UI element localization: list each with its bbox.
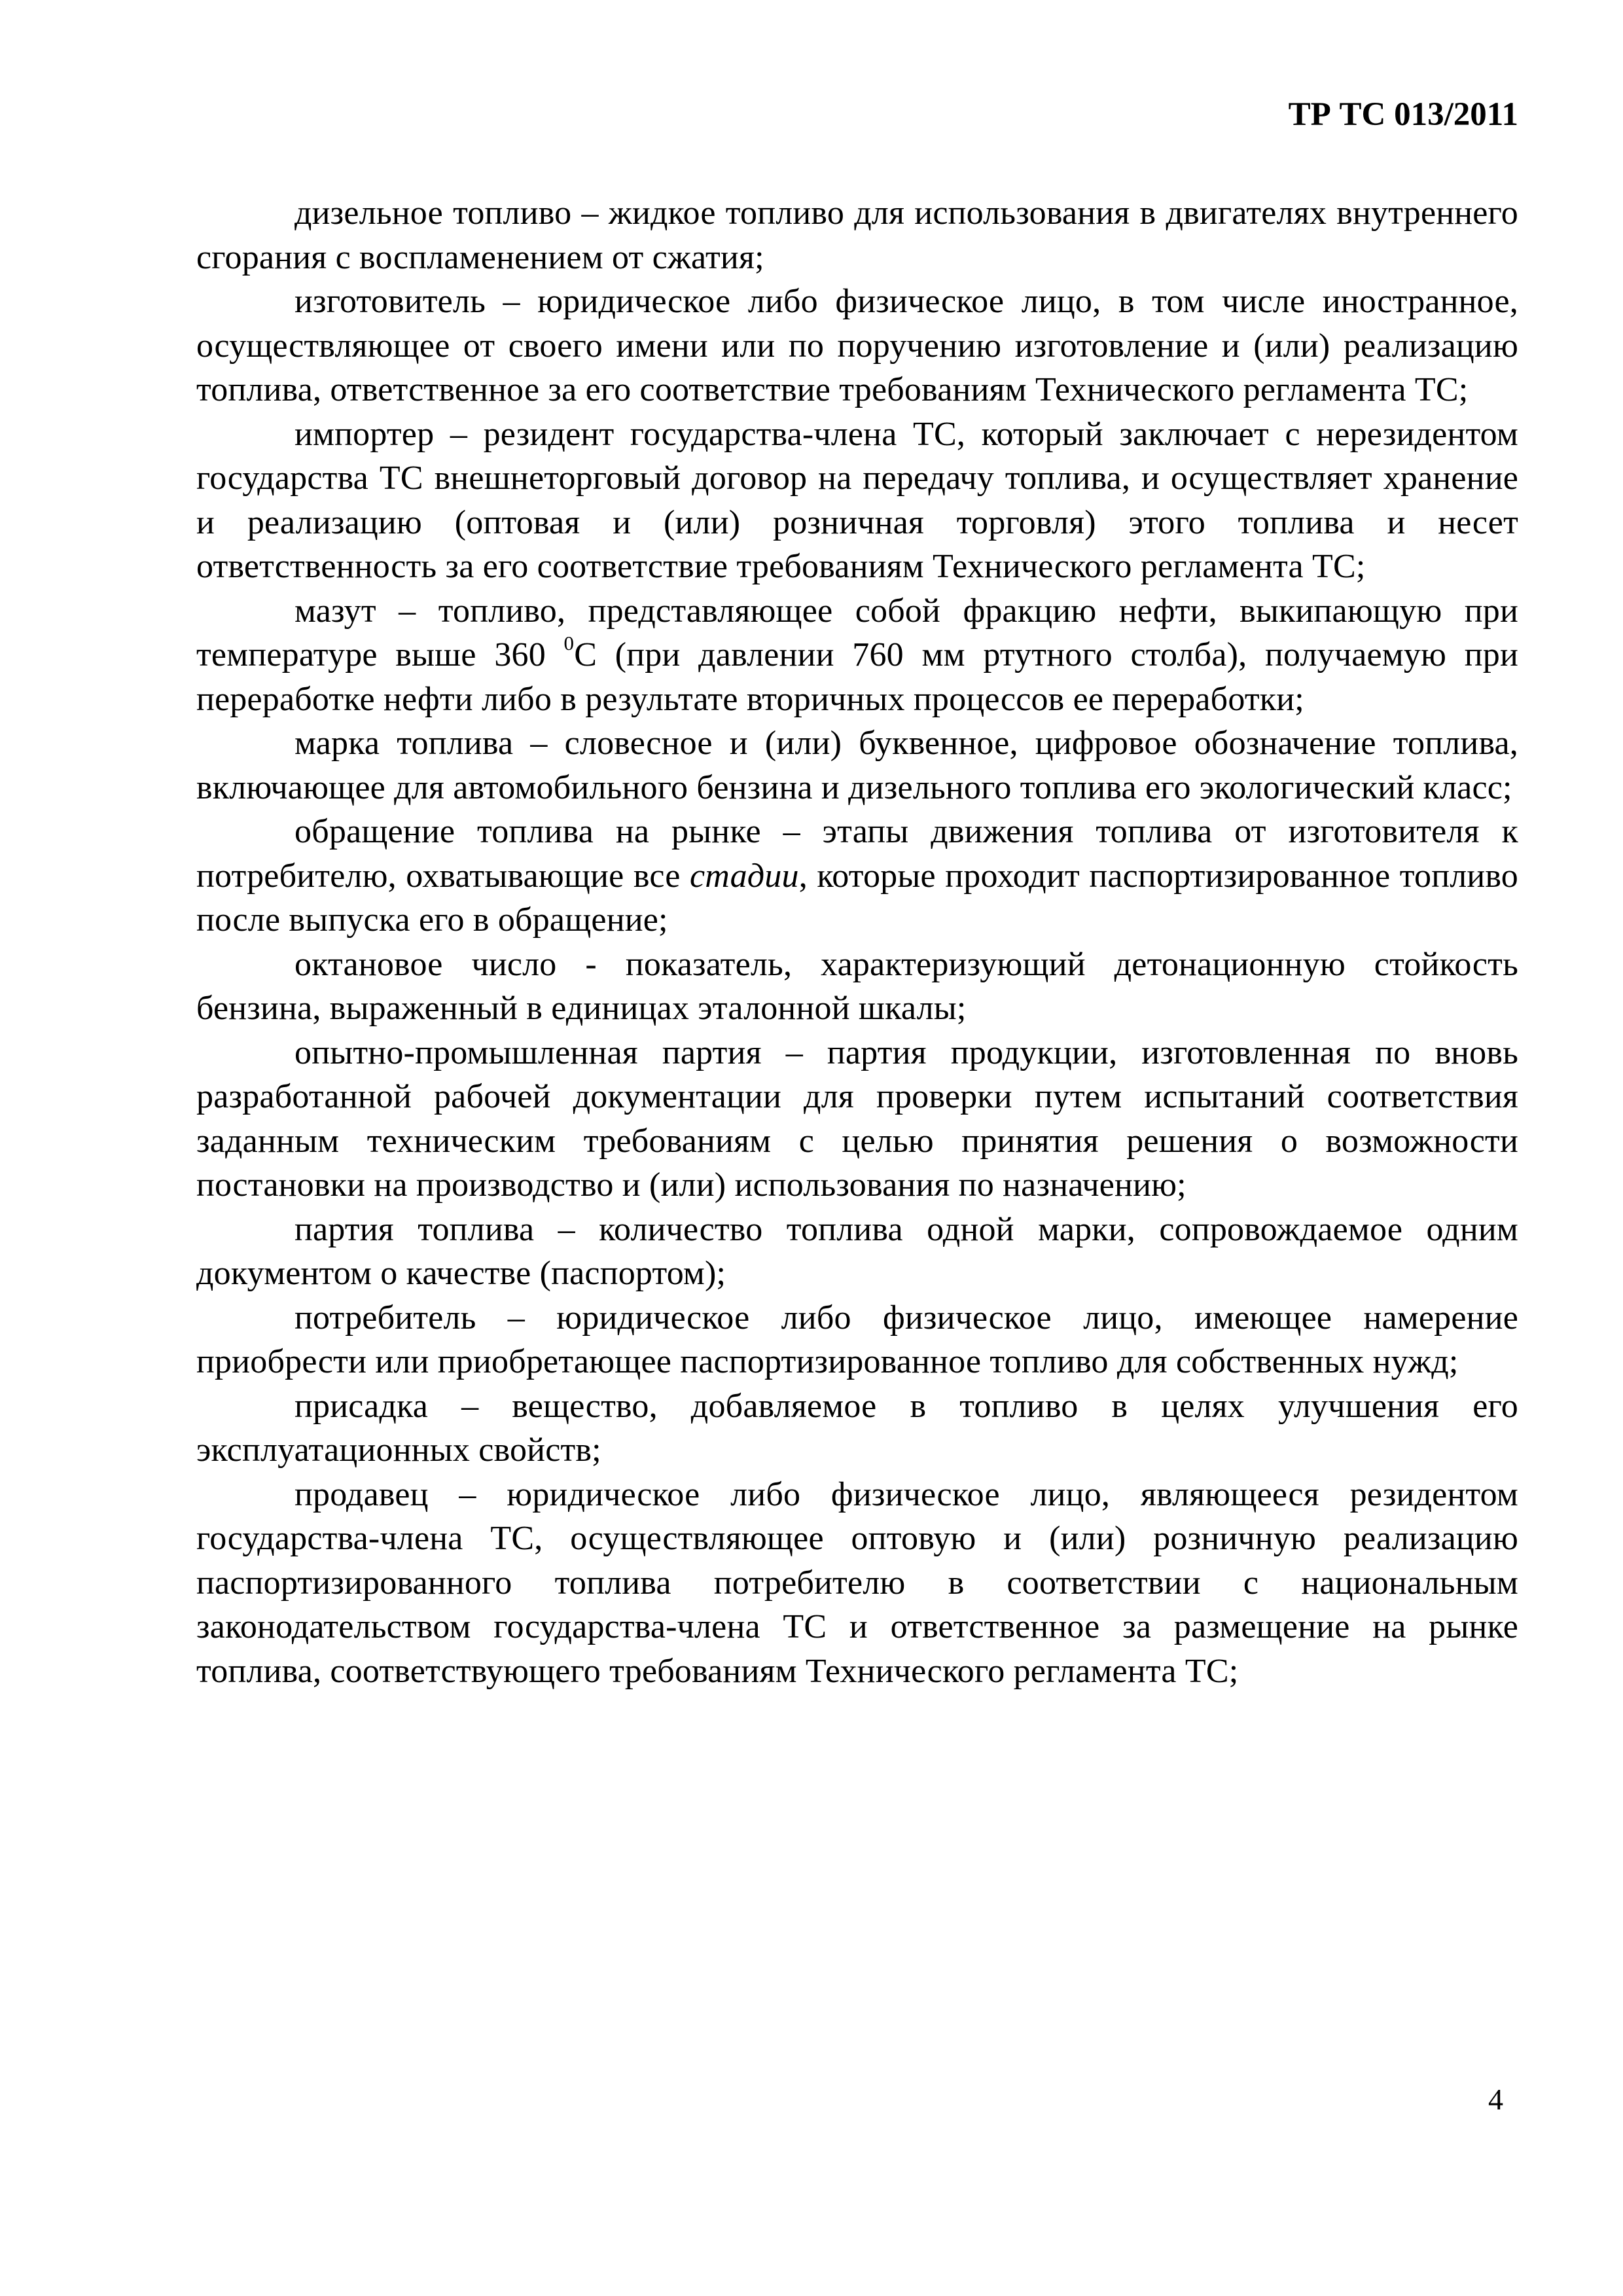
definition-seller: продавец – юридическое либо физическое лицо, являющееся резидентом государства-члена ТС, осуществляющее оптовую и (или) розничную реализацию паспортизированного топлива потребителю в соответствии с национальным законодательством государства-члена ТС и ответственное за размещение на рынке топлива, соответствующего требованиям Технического регламента ТС; <box>196 1475 1518 1690</box>
definition-additive: присадка – вещество, добавляемое в топливо в целях улучшения его эксплуатационных свойств; <box>196 1387 1518 1469</box>
definition-fuel-circulation <box>196 810 1518 942</box>
definition-consumer: потребитель – юридическое либо физическое лицо, имеющее намерение приобрести или приобретающее паспортизированное топливо для собственных нужд; <box>196 1299 1518 1380</box>
definition-fuel-oil-text-before: мазут – топливо, представляющее собой фракцию нефти, выкипающую при температуре выше 360 <box>196 592 1518 673</box>
definition-diesel-fuel: дизельное топливо – жидкое топливо для использования в двигателях внутреннего сгорания с воспламенением от сжатия; <box>196 194 1518 276</box>
definition-manufacturer: изготовитель – юридическое либо физическое лицо, в том числе иностранное, осуществляющее от своего имени или по поручению изготовление и (или) реализацию топлива, ответственное за его соответствие требованиям Технического регламента ТС; <box>196 283 1518 408</box>
definition-fuel-oil <box>196 589 1518 722</box>
definition-pilot-batch: опытно-промышленная партия – партия продукции, изготовленная по вновь разработанной рабочей документации для проверки путем испытаний соответствия заданным техническим требованиям с целью принятия решения о возможности постановки на производство и (или) использования по назначению; <box>196 1033 1518 1204</box>
definition-fuel-batch: партия топлива – количество топлива одной марки, сопровождаемое одним документом о качестве (паспортом); <box>196 1210 1518 1292</box>
definition-octane-number: октановое число - показатель, характеризующий детонационную стойкость бензина, выраженный в единицах эталонной шкалы; <box>196 945 1518 1027</box>
degree-superscript: 0 <box>563 632 575 655</box>
italic-term-stages: стадии <box>689 857 799 895</box>
definition-fuel-circulation-text-before: обращение топлива на рынке – этапы движения топлива от изготовителя к потребителю, охватывающие все <box>196 813 1518 895</box>
document-header-id: ТР ТС 013/2011 <box>1288 96 1518 133</box>
definition-fuel-grade: марка топлива – словесное и (или) буквенное, цифровое обозначение топлива, включающее для автомобильного бензина и дизельного топлива его экологический класс; <box>196 725 1518 806</box>
definition-fuel-circulation-text-after: , которые проходит паспортизированное топливо после выпуска его в обращение; <box>196 857 1518 939</box>
definition-fuel-oil-text-after: С (при давлении 760 мм ртутного столба), получаемую при переработке нефти либо в результате вторичных процессов ее переработки; <box>196 636 1518 718</box>
page-number: 4 <box>1488 2083 1503 2116</box>
definition-importer: импортер – резидент государства-члена ТС, который заключает с нерезидентом государства ТС внешнеторговый договор на передачу топлива, и осуществляет хранение и реализацию (оптовая и (или) розничная торговля) этого топлива и несет ответственность за его соответствие требованиям Технического регламента ТС; <box>196 415 1518 585</box>
document-body <box>196 191 1518 1693</box>
